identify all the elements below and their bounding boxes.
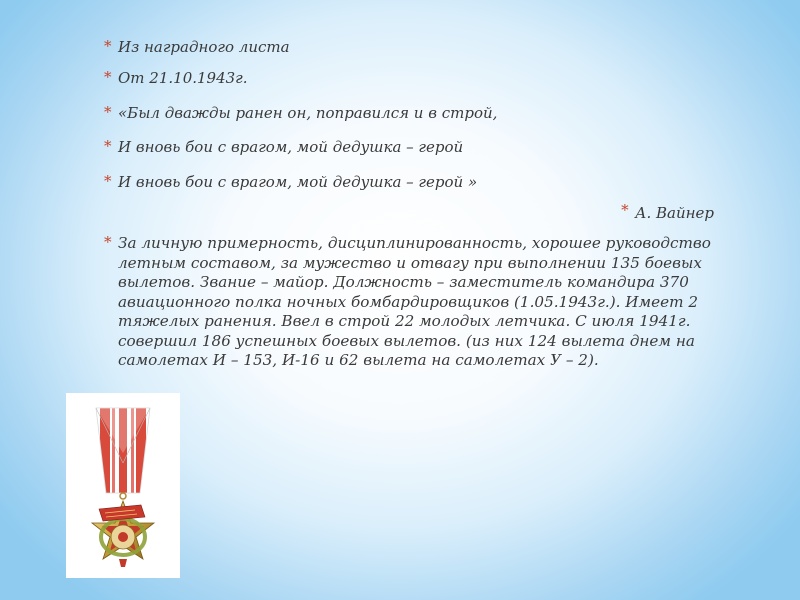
bullet-line-2 — [104, 68, 248, 88]
bullet-star-icon: * — [621, 201, 629, 219]
award-citation-paragraph — [104, 234, 718, 371]
bullet-line-4-text: И вновь бои с врагом, мой дедушка – герой — [118, 138, 464, 156]
bullet-star-icon: * — [104, 37, 112, 55]
bullet-line-1 — [104, 37, 290, 57]
poem-author-text: А. Вайнер — [635, 204, 714, 222]
bullet-line-2-text: От 21.10.1943г. — [118, 69, 248, 87]
order-of-red-banner-medal-icon — [66, 393, 180, 578]
bullet-line-5 — [104, 172, 477, 192]
bullet-star-icon: * — [104, 68, 112, 86]
award-citation-text: За личную примерность, дисциплинированность, хорошее руководство летным составом, за мужество и отвагу при выполнении 135 боевых вылетов. Звание – майор. Должность – заместитель командира 370 авиационного полка ночных бомбардировщиков (1.05.1943г.). Имеет 2 тяжелых ранения. Ввел в строй 22 молодых летчика. С июля 1941г. совершил 186 успешных боевых вылетов. (из них 124 вылета днем на самолетах И – 153, И-16 и 62 вылета на самолетах У – 2). — [118, 234, 711, 369]
bullet-line-3-text: «Был дважды ранен он, поправился и в строй, — [118, 104, 498, 122]
poem-author — [621, 203, 714, 223]
bullet-star-icon: * — [104, 103, 112, 121]
bullet-line-3 — [104, 103, 497, 123]
bullet-star-icon: * — [104, 233, 112, 251]
bullet-star-icon: * — [104, 137, 112, 155]
bullet-line-4 — [104, 137, 463, 157]
bullet-star-icon: * — [104, 172, 112, 190]
bullet-line-1-text: Из наградного листа — [118, 38, 290, 56]
medal-image — [66, 393, 180, 578]
bullet-line-5-text: И вновь бои с врагом, мой дедушка – герой » — [118, 173, 478, 191]
